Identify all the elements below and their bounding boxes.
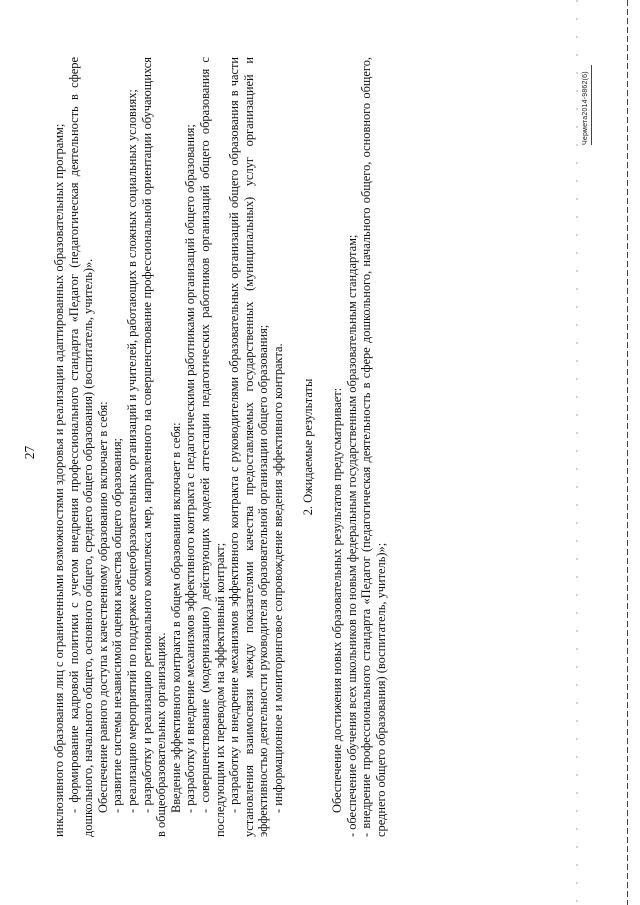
page-number: 27 [22, 445, 37, 460]
paragraph: - совершенствование (модернизацию) действующих моделей аттестации педагогических работников организаций общего образования с последующим их переводом на эффективный контракт; [197, 57, 227, 837]
body-text [52, 57, 388, 837]
document-code: Чермета2014-9862(6) [582, 71, 589, 145]
paragraph: - обеспечение обучения всех школьников по новым федеральным государственным образовательным стандартам; [344, 234, 359, 837]
paragraph: - внедрение профессионального стандарта «Педагог (педагогическая деятельность в сфере дошкольного, начального общего, основного общего, среднего общего образования) (воспитатель, учитель)»; [359, 57, 388, 837]
paragraph: Введение эффективного контракта в общем образовании включает в себя: [168, 422, 183, 813]
paragraph: - разработку и внедрение механизмов эффективного контракта с руководителями образовательных организаций общего образования в части установления взаимосвязи между показателями качества предоставляемых государственных (муниципальных) услуг организацией и эффективностью деятельности руководителя образовательной организации общего образования; [227, 57, 271, 837]
paragraph: - развитие системы независимой оценки качества общего образования; [110, 438, 125, 813]
document-code-underline [591, 65, 592, 145]
paragraph: - разработку и реализацию регионального комплекса мер, направленного на совершенствование профессиональной ориентации обучающихся в общеобразовательных организациях. [139, 57, 169, 837]
paragraph: Обеспечение достижения новых образовательных результатов предусматривает: [330, 387, 345, 813]
paragraph: - реализацию мероприятий по поддержке общеобразовательных организаций и учителей, работающих в сложных социальных условиях; [124, 89, 139, 813]
paragraph: Обеспечение равного доступа к качественному образованию включает в себя: [95, 401, 110, 813]
paragraph: - информационное и мониторинговое сопровождение введения эффективного контракта. [270, 343, 285, 813]
paragraph: - формирование кадровой политики с учетом внедрения профессионального стандарта «Педагог (педагогическая деятельность в сфере дошкольного, начального общего, основного общего, среднего общего образования) (воспитатель, учитель)». [66, 57, 96, 837]
section-heading: 2. Ожидаемые результаты [300, 378, 315, 516]
paragraph: - разработку и внедрение механизмов эффективного контракта с педагогическими работниками организаций общего образования; [183, 124, 198, 813]
paragraph: инклюзивного образования лиц с ограниченными возможностями здоровья и реализации адаптированных образовательных программ; [52, 123, 66, 837]
